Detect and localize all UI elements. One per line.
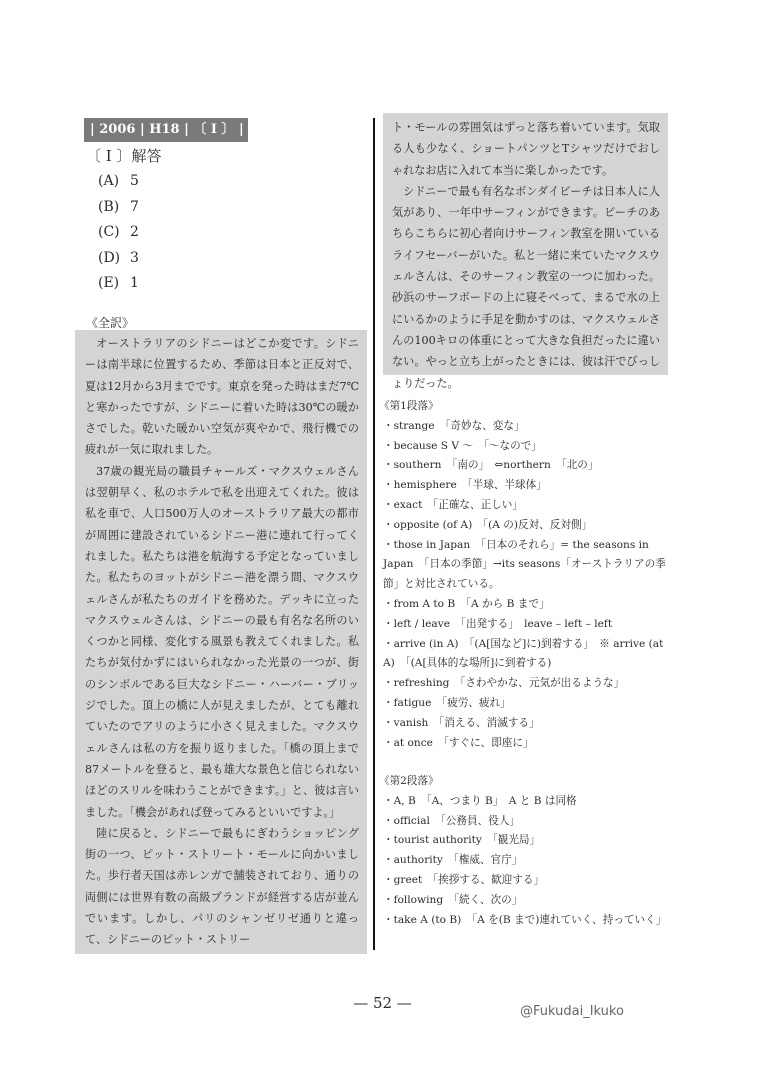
vocab-row: ・left / leave 「出発する」 leave – left – left [383, 617, 613, 630]
vocab-row: ・those in Japan 「日本のそれら」= the seasons in Japan 「日本の季節」→its seasons「オーストラリアの季節」と対比されている。 [383, 538, 666, 591]
vocab-row: ・opposite (of A) 「(A の)反対、反対側」 [383, 518, 593, 531]
page-number: — 52 — [353, 994, 412, 1012]
vocab-row: ・strange 「奇妙な、変な」 [383, 419, 525, 432]
vocab-heading: 《第2段落》 [379, 775, 439, 787]
vocab-row: ・exact 「正確な、正しい」 [383, 498, 523, 511]
column-divider [373, 118, 375, 950]
vocab-row: ・A, B 「A、つまり B」 A と B は同格 [383, 794, 577, 807]
vocab-heading: 《第1段落》 [379, 400, 439, 412]
answer-item [98, 246, 139, 272]
answer-heading: 〔 I 〕解答 [86, 147, 162, 165]
vocab-row: ・official 「公務員、役人」 [383, 814, 520, 827]
answer-value: 3 [130, 249, 139, 266]
vocab-row: ・vanish 「消える、消滅する」 [383, 716, 540, 729]
watermark: @Fukudai_Ikuko [520, 1004, 624, 1019]
translation-paragraph: シドニーで最も有名なボンダイビーチは日本人に人気があり、一年中サーフィンができます。ビーチのあちらこちらに初心者向けサーフィン教室を開いているライフセーバーがいた。私と一緒に来ていたマクスウェルさんは、そのサーフィン教室の一つに加わった。砂浜のサーフボードの上に寝そべって、まるで水の上にいるかのように手足を動かすのは、マクスウェルさんの100キロの体重にとって大きな負担だったに違いない。やっと立ち上がったときには、彼は汗でびっしょりだった。 [392, 184, 660, 390]
vocab-section-1 [379, 397, 668, 753]
answer-value: 1 [130, 275, 139, 291]
translation-box-right [383, 113, 668, 390]
vocab-row: ・southern 「南の」 ⇔northern 「北の」 [383, 459, 599, 472]
answer-label: (A) [98, 173, 120, 189]
answer-item [98, 195, 139, 221]
vocab-row: ・because S V ～ 「～なので」 [383, 439, 542, 452]
vocab-row: ・from A to B 「A から B まで」 [383, 597, 550, 610]
translation-paragraph: オーストラリアのシドニーはどこか変です。シドニーは南半球に位置するため、季節は日本と正反対で、夏は12月から3月までです。東京を発った時はまだ7℃と寒かったですが、シドニーに着いた時は30℃の暖かさでした。乾いた暖かい空気が爽やかで、飛行機での疲れが一気に取れました。 [85, 337, 359, 457]
answer-item [98, 220, 139, 246]
answer-value: 5 [130, 173, 139, 189]
answer-item [98, 169, 139, 195]
answer-value: 7 [130, 198, 139, 215]
translation-label: 《全訳》 [86, 316, 135, 330]
vocab-row: ・at once 「すぐに、即座に」 [383, 736, 534, 749]
translation-box-left [75, 330, 367, 954]
vocab-row: ・take A (to B) 「A を(B まで)連れていく、持っていく」 [383, 913, 667, 926]
translation-paragraph: ト・モールの雰囲気はずっと落ち着いています。気取る人も少なく、ショートパンツとTシャツだけでおしゃれなお店に入れて本当に楽しかったです。 [392, 121, 660, 177]
answer-label: (D) [98, 249, 121, 266]
answer-value: 2 [130, 224, 139, 240]
vocab-row: ・hemisphere 「半球、半球体」 [383, 479, 547, 492]
vocab-row: ・arrive (in A) 「(A[国など]に)到着する」 ※ arrive (at A) 「(A[具体的な場所]に到着する) [383, 637, 664, 670]
vocab-row: ・tourist authority 「観光局」 [383, 834, 541, 847]
vocab-row: ・greet 「挨拶する、歓迎する」 [383, 873, 545, 886]
translation-paragraph: 陸に戻ると、シドニーで最もにぎわうショッピング街の一つ、ピット・ストリート・モールに向かいました。歩行者天国は赤レンガで舗装されており、通りの両側には世界有数の高級ブランドが経営する店が並んでいます。しかし、パリのシャンゼリゼ通りと違って、シドニーのピット・ストリー [85, 826, 359, 947]
vocab-section-2 [379, 772, 668, 930]
answer-list [98, 169, 139, 297]
vocab-row: ・following 「続く、次の」 [383, 893, 523, 906]
translation-paragraph: 37歳の観光局の職員チャールズ・マクスウェルさんは翌朝早く、私のホテルで私を出迎えてくれた。彼は私を車で、人口500万人のオーストラリア最大の都市が周囲に建設されているシドニー港に連れて行ってくれました。私たちは港を航海する予定となっていました。私たちのヨットがシドニー港を漂う間、マクスウェルさんが私たちのガイドを務めた。デッキに立ったマクスウェルさんは、シドニーの最も有名な名所のいくつかと同様、変化する風景も教えてくれました。私たちが気付かずにはいられなかった光景の一つが、街のシンボルである巨大なシドニー・ハーバー・ブリッジでした。頂上の橋に人が見えましたが、とても離れていたのでアリのように小さく見えました。マクスウェルさんは私の方を振り返りました。「橋の頂上まで87メートルを登ると、最も雄大な景色と信じられないほどのスリルを味わうことができます。」と、彼は言いました。「機会があれば登ってみるといいですよ。」 [85, 464, 359, 819]
vocab-row: ・refreshing 「さわやかな、元気が出るような」 [383, 677, 625, 690]
vocab-row: ・authority 「権威、官庁」 [383, 854, 523, 867]
answer-label: (E) [98, 275, 120, 291]
section-tag: | 2006 | H18 | 〔 I 〕 | [84, 118, 248, 142]
answer-item [98, 271, 139, 297]
answer-label: (B) [98, 198, 120, 215]
vocab-row: ・fatigue 「疲労、疲れ」 [383, 696, 511, 709]
answer-label: (C) [98, 224, 120, 240]
